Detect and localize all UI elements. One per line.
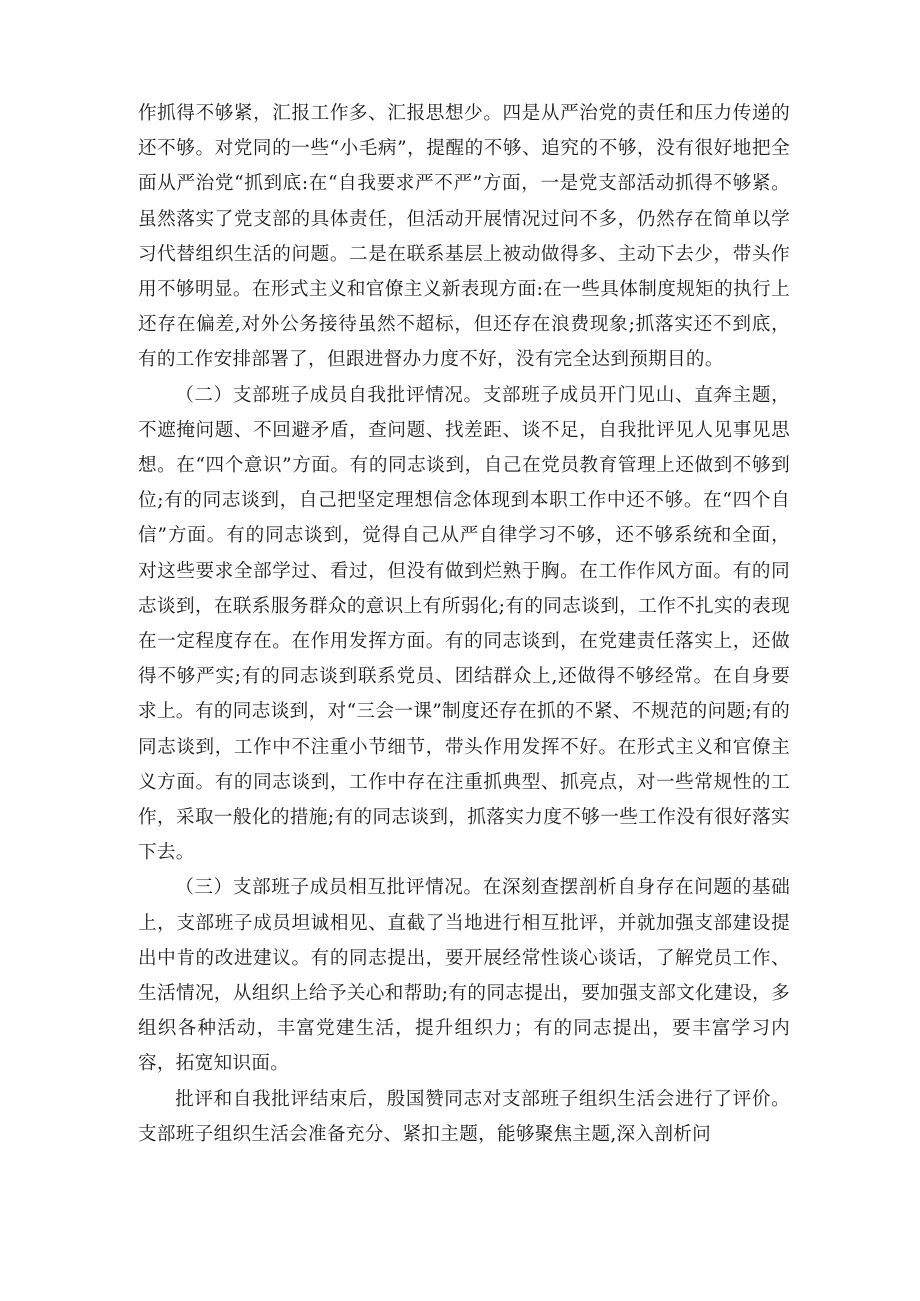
paragraph-self-criticism: （二）支部班子成员自我批评情况。支部班子成员开门见山、直奔主题，不遮掩问题、不回避矛盾，查问题、找差距、谈不足，自我批评见人见事见思想。在“四个意识”方面。有的同志谈到，自己在党员教育管理上还做到不够到位;有的同志谈到，自己把坚定理想信念体现到本职工作中还不够。在“四个自信”方面。有的同志谈到，觉得自己从严自律学习不够，还不够系统和全面，对这些要求全部学过、看过，但没有做到烂熟于胸。在工作作风方面。有的同志谈到，在联系服务群众的意识上有所弱化;有的同志谈到，工作不扎实的表现在一定程度存在。在作用发挥方面。有的同志谈到，在党建责任落实上，还做得不够严实;有的同志谈到联系党员、团结群众上,还做得不够经常。在自身要求上。有的同志谈到，对“三会一课”制度还存在抓的不紧、不规范的问题;有的同志谈到，工作中不注重小节细节，带头作用发挥不好。在形式主义和官僚主义方面。有的同志谈到，工作中存在注重抓典型、抓亮点，对一些常规性的工作，采取一般化的措施;有的同志谈到，抓落实力度不够一些工作没有很好落实下去。 [138, 384, 790, 864]
document-body [138, 96, 790, 1152]
paragraph-mutual-criticism: （三）支部班子成员相互批评情况。在深刻查摆剖析自身存在问题的基础上，支部班子成员坦诚相见、直截了当地进行相互批评，并就加强支部建设提出中肯的改进建议。有的同志提出，要开展经常性谈心谈话，了解党员工作、生活情况，从组织上给予关心和帮助;有的同志提出，要加强支部文化建设，多组织各种活动，丰富党建生活，提升组织力；有的同志提出，要丰富学习内容，拓宽知识面。 [138, 877, 790, 1075]
paragraph-continuation: 作抓得不够紧，汇报工作多、汇报思想少。四是从严治党的责任和压力传递的还不够。对党同的一些“小毛病”，提醒的不够、追究的不够，没有很好地把全面从严治党“抓到底:在“自我要求严不严”方面，一是党支部活动抓得不够紧。虽然落实了党支部的具体责任，但活动开展情况过问不多，仍然存在简单以学习代替组织生活的问题。二是在联系基层上被动做得多、主动下去少，带头作用不够明显。在形式主义和官僚主义新表现方面:在一些具体制度规矩的执行上还存在偏差,对外公务接待虽然不超标，但还存在浪费现象;抓落实还不到底，有的工作安排部署了，但跟进督办力度不好，没有完全达到预期目的。 [138, 103, 790, 371]
paragraph-evaluation: 批评和自我批评结束后，殷国赞同志对支部班子组织生活会进行了评价。支部班子组织生活会准备充分、紧扣主题，能够聚焦主题,深入剖析问 [138, 1088, 790, 1145]
